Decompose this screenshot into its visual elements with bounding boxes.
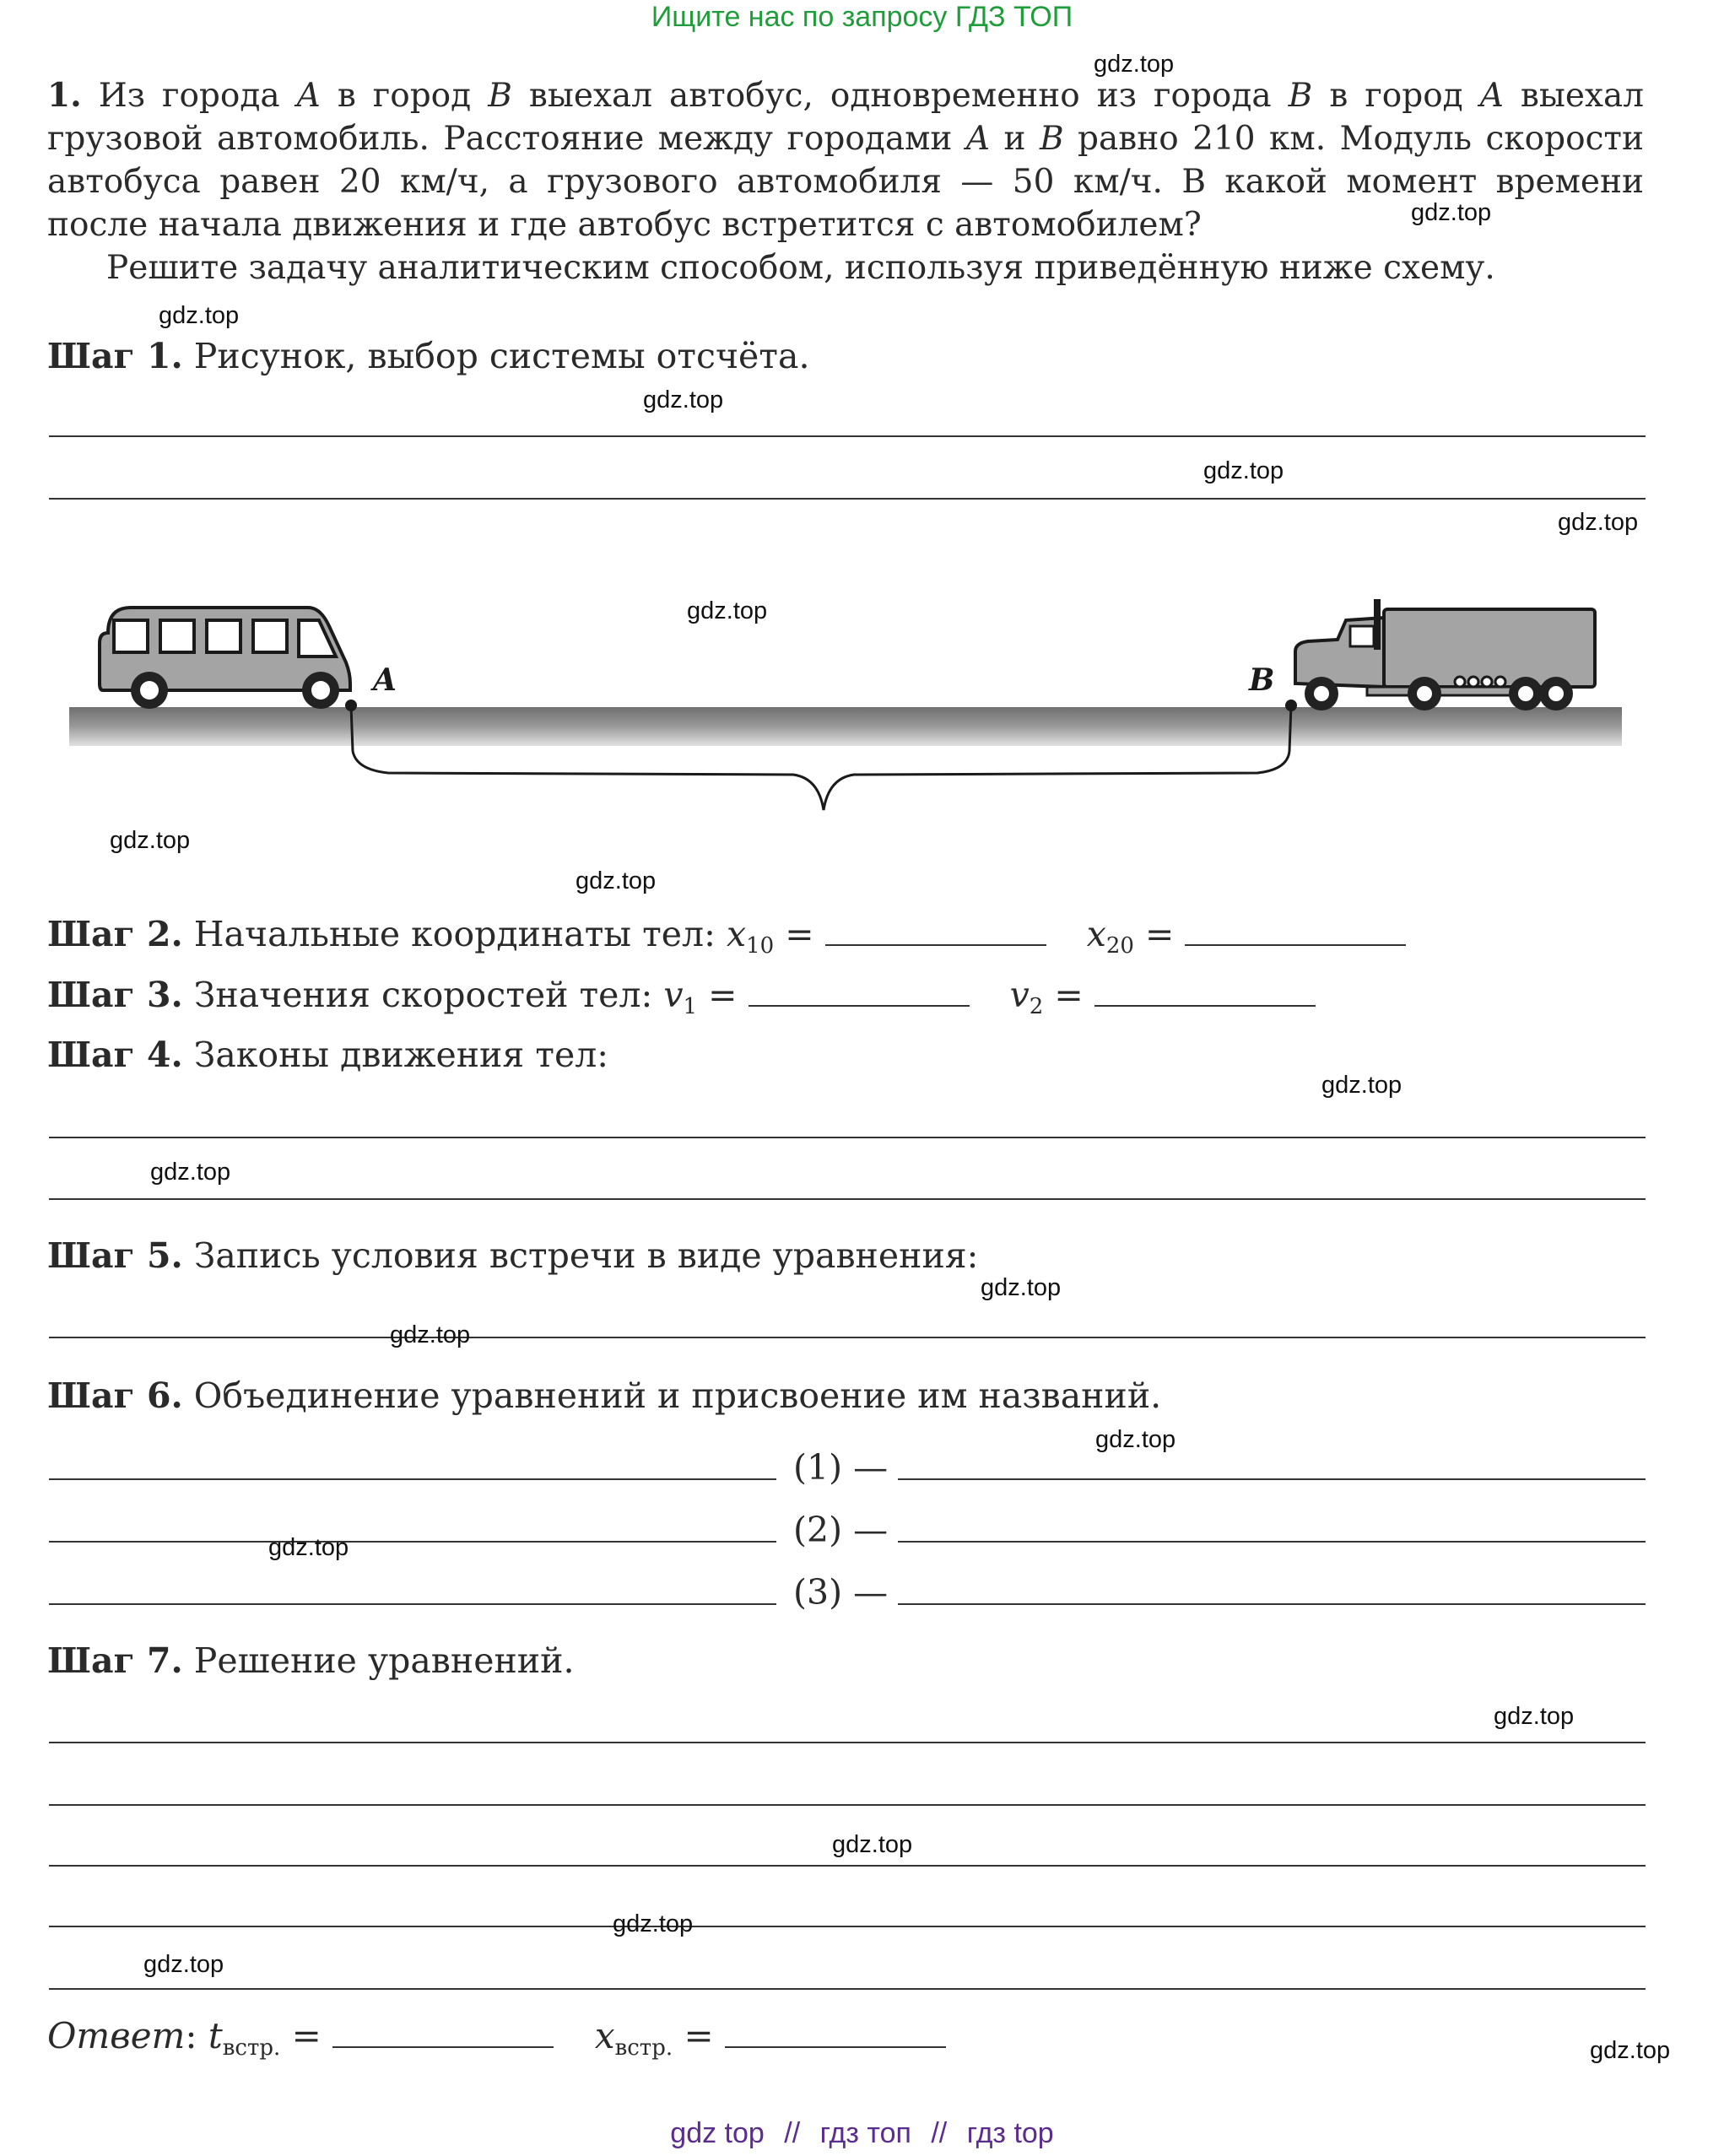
equation-line[interactable]: [49, 1603, 776, 1605]
equation-name-line[interactable]: [898, 1603, 1646, 1605]
city-a-label: A: [296, 77, 321, 115]
top-banner[interactable]: Ищите нас по запросу ГДЗ ТОП: [651, 1, 1073, 33]
var-x: x: [726, 914, 747, 954]
var-subscript: 2: [1029, 994, 1044, 1019]
task-text-part: в город: [320, 77, 489, 115]
var-subscript: встр.: [222, 2035, 281, 2061]
step-4: [47, 1035, 608, 1075]
equation-name-line[interactable]: [898, 1541, 1646, 1543]
answer-line[interactable]: [49, 1742, 1646, 1743]
answer-colon: :: [185, 2015, 197, 2056]
watermark: gdz.top: [1095, 1426, 1176, 1453]
var-subscript: 1: [683, 994, 698, 1019]
watermark: gdz.top: [268, 1534, 349, 1561]
var-x: x: [594, 2015, 615, 2056]
equals-sign: =: [280, 2015, 322, 2056]
var-v: v: [1009, 975, 1030, 1015]
step-label: Шаг 3.: [47, 975, 183, 1015]
step-text: Объединение уравнений и присвоение им названий.: [182, 1375, 1162, 1416]
watermark: gdz.top: [150, 1159, 231, 1186]
banner-link[interactable]: gdz top: [670, 2117, 765, 2149]
watermark: gdz.top: [613, 1910, 694, 1937]
step-text: Значения скоростей тел:: [182, 975, 664, 1015]
step-5: [47, 1235, 978, 1276]
watermark: gdz.top: [1494, 1703, 1575, 1730]
task-instruction: Решите задачу аналитическим способом, используя приведённую ниже схему.: [106, 249, 1495, 287]
step-label: Шаг 2.: [47, 914, 183, 954]
var-subscript: встр.: [614, 2035, 673, 2061]
step-6: [47, 1375, 1161, 1416]
answer-line[interactable]: [49, 1865, 1646, 1867]
var-x: x: [1086, 914, 1106, 954]
var-t: t: [208, 2015, 223, 2056]
step-2: [47, 914, 1406, 966]
step-label: Шаг 1.: [47, 336, 183, 376]
answer-label: Ответ: [47, 2015, 186, 2056]
step-text: Рисунок, выбор системы отсчёта.: [182, 336, 810, 376]
equals-sign: =: [1133, 914, 1175, 954]
task-text: [47, 74, 1644, 289]
answer-line[interactable]: [49, 498, 1646, 500]
step-3: [47, 975, 1316, 1027]
equation-number-2: (2) —: [793, 1510, 889, 1550]
step-text: Запись условия встречи в виде уравнения:: [182, 1235, 979, 1276]
point-a-label: A: [373, 662, 397, 698]
watermark: gdz.top: [981, 1274, 1062, 1301]
bottom-banner[interactable]: [0, 2116, 1724, 2150]
var-subscript: 10: [746, 933, 775, 959]
banner-separator: //: [784, 2117, 801, 2149]
banner-link[interactable]: гдз топ: [819, 2117, 911, 2149]
equals-sign: =: [774, 914, 814, 954]
watermark: gdz.top: [143, 1951, 224, 1978]
step-label: Шаг 7.: [47, 1640, 183, 1681]
watermark: gdz.top: [1411, 199, 1492, 226]
equation-line[interactable]: [49, 1541, 776, 1543]
equation-line[interactable]: [49, 1478, 776, 1480]
city-a-label: A: [1479, 77, 1504, 115]
answer-line[interactable]: [49, 435, 1646, 437]
blank-x-meet[interactable]: [725, 2018, 946, 2048]
blank-t-meet[interactable]: [332, 2018, 554, 2048]
watermark: gdz.top: [687, 597, 768, 624]
road-diagram: [68, 582, 1629, 827]
equation-number-1: (1) —: [793, 1447, 889, 1488]
city-b-label: B: [488, 77, 512, 115]
task-number: 1.: [47, 76, 82, 115]
blank-x20[interactable]: [1185, 916, 1406, 946]
city-b-label: B: [1288, 77, 1313, 115]
step-1: [47, 336, 809, 376]
equation-number-3: (3) —: [793, 1572, 889, 1613]
answer-line[interactable]: [49, 1804, 1646, 1806]
step-text: Решение уравнений.: [182, 1640, 575, 1681]
city-a-label: A: [965, 120, 991, 158]
task-text-part: и: [990, 120, 1040, 158]
answer-line[interactable]: [49, 1926, 1646, 1927]
step-text: Начальные координаты тел:: [182, 914, 727, 954]
step-7: [47, 1640, 574, 1681]
watermark: gdz.top: [1590, 2037, 1671, 2064]
answer-line[interactable]: [49, 1137, 1646, 1138]
answer-row: [47, 2015, 946, 2069]
blank-v1[interactable]: [749, 976, 970, 1007]
answer-line[interactable]: [49, 1337, 1646, 1338]
bus-icon: [100, 608, 350, 709]
watermark: gdz.top: [1203, 457, 1284, 484]
task-text-part: в город: [1312, 77, 1480, 115]
step-label: Шаг 5.: [47, 1235, 183, 1276]
task-text-part: Из города: [81, 77, 297, 115]
watermark: gdz.top: [110, 827, 191, 854]
var-subscript: 20: [1105, 933, 1134, 959]
road: [69, 707, 1622, 746]
banner-link[interactable]: гдз top: [966, 2117, 1054, 2149]
watermark: gdz.top: [390, 1321, 471, 1348]
banner-separator: //: [931, 2117, 948, 2149]
task-text-part: выехал грузовой автомобиль. Расстояние между городами: [47, 77, 1644, 158]
equals-sign: =: [697, 975, 738, 1015]
watermark: gdz.top: [1558, 509, 1639, 536]
watermark: gdz.top: [832, 1831, 913, 1858]
step-label: Шаг 6.: [47, 1375, 183, 1416]
point-b-label: B: [1249, 662, 1275, 698]
watermark: gdz.top: [1321, 1072, 1402, 1099]
watermark: gdz.top: [1094, 51, 1175, 78]
task-text-part: выехал автобус, одновременно из города: [511, 77, 1289, 115]
equals-sign: =: [673, 2015, 714, 2056]
truck-icon: [1295, 599, 1595, 711]
step-text: Законы движения тел:: [182, 1035, 609, 1075]
blank-x10[interactable]: [825, 916, 1046, 946]
answer-line[interactable]: [49, 1198, 1646, 1200]
equals-sign: =: [1043, 975, 1084, 1015]
equation-name-line[interactable]: [898, 1478, 1646, 1480]
answer-line[interactable]: [49, 1988, 1646, 1990]
task-text-part: равно 210 км. Модуль скорости автобуса равен 20 км/ч, а грузового автомобиля — 50 км/ч. В какой момент времени после начала движения и где автобус встретится с автомобилем?: [47, 120, 1644, 244]
watermark: gdz.top: [576, 867, 657, 894]
watermark: gdz.top: [643, 386, 724, 413]
city-b-label: B: [1039, 120, 1064, 158]
var-v: v: [663, 975, 684, 1015]
watermark: gdz.top: [159, 302, 240, 329]
blank-v2[interactable]: [1094, 976, 1316, 1007]
step-label: Шаг 4.: [47, 1035, 183, 1075]
